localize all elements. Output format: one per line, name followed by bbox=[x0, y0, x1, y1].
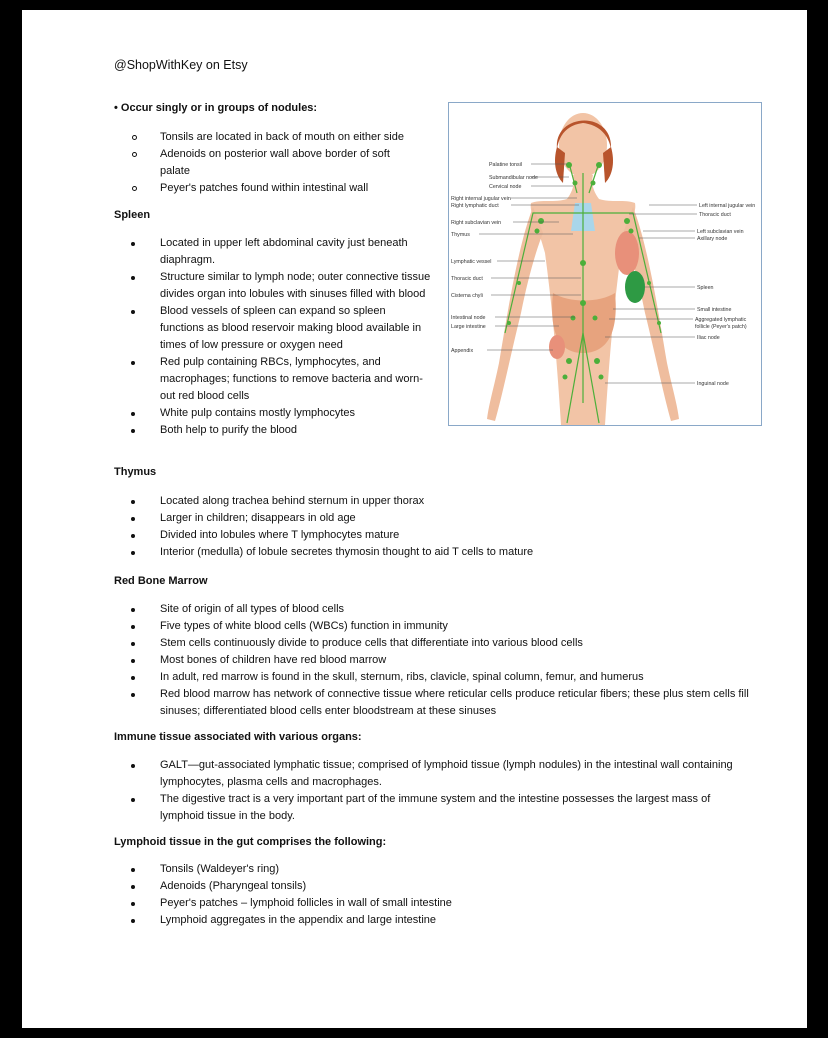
list-item: GALT—gut-associated lymphatic tissue; comprised of lymphoid tissue (lymph nodules) in the intestinal wall containing lymphocytes, plasma cells and macrophages. bbox=[114, 757, 734, 791]
spleen-icon bbox=[625, 271, 645, 303]
list-item: Interior (medulla) of lobule secretes thymosin thought to aid T cells to mature bbox=[114, 544, 754, 561]
label-palatine-tonsil: Palatine tonsil bbox=[489, 162, 522, 168]
label-right-lymphatic-duct: Right lymphatic duct bbox=[451, 203, 499, 209]
marrow-heading: Red Bone Marrow bbox=[114, 575, 208, 587]
label-lymphatic-vessel: Lymphatic vessel bbox=[451, 259, 492, 265]
label-inguinal-node: Inguinal node bbox=[697, 381, 729, 387]
list-item: Peyer's patches – lymphoid follicles in wall of small intestine bbox=[114, 895, 734, 912]
label-appendix: Appendix bbox=[451, 348, 474, 354]
list-item: Tonsils are located in back of mouth on either side bbox=[114, 129, 404, 146]
intro-list bbox=[114, 129, 404, 197]
list-item: Most bones of children have red blood marrow bbox=[114, 652, 754, 669]
list-item: White pulp contains mostly lymphocytes bbox=[114, 405, 432, 422]
spleen-heading: Spleen bbox=[114, 209, 151, 221]
label-thymus: Thymus bbox=[451, 232, 470, 238]
label-thoracic-duct-right: Thoracic duct bbox=[699, 212, 731, 218]
list-item: Adenoids (Pharyngeal tonsils) bbox=[114, 878, 734, 895]
label-small-intestine: Small intestine bbox=[697, 307, 732, 313]
list-item: Divided into lobules where T lymphocytes mature bbox=[114, 527, 754, 544]
label-right-internal-jugular-vein: Right internal jugular vein bbox=[451, 196, 511, 202]
list-item: Both help to purify the blood bbox=[114, 422, 432, 439]
list-item: Site of origin of all types of blood cells bbox=[114, 601, 754, 618]
label-iliac-node: Iliac node bbox=[697, 335, 720, 341]
list-item: Located along trachea behind sternum in upper thorax bbox=[114, 493, 754, 510]
list-item: Larger in children; disappears in old age bbox=[114, 510, 754, 527]
list-item: Stem cells continuously divide to produce cells that differentiate into various blood cells bbox=[114, 635, 754, 652]
label-cisterna-chyli: Cisterna chyli bbox=[451, 293, 483, 299]
gut-list bbox=[114, 861, 734, 929]
list-item: Structure similar to lymph node; outer connective tissue divides organ into lobules with sinuses filled with blood bbox=[114, 269, 432, 303]
list-item: In adult, red marrow is found in the skull, sternum, ribs, clavicle, spinal column, femur, and humerus bbox=[114, 669, 754, 686]
thymus-list bbox=[114, 493, 754, 561]
label-right-subclavian-vein: Right subclavian vein bbox=[451, 220, 502, 226]
list-item: Red pulp containing RBCs, lymphocytes, and macrophages; functions to remove bacteria and worn-out red blood cells bbox=[114, 354, 432, 405]
label-peyers-patch: follicle (Peyer's patch) bbox=[695, 324, 747, 330]
label-left-subclavian-vein: Left subclavian vein bbox=[697, 229, 744, 235]
list-item: Five types of white blood cells (WBCs) function in immunity bbox=[114, 618, 754, 635]
lymphatic-system-figure bbox=[448, 102, 762, 426]
label-thoracic-duct-left: Thoracic duct bbox=[451, 276, 483, 282]
list-item: Peyer's patches found within intestinal wall bbox=[114, 180, 404, 197]
immune-list bbox=[114, 757, 734, 825]
label-left-internal-jugular-vein: Left internal jugular vein bbox=[699, 203, 756, 209]
marrow-list bbox=[114, 601, 754, 720]
document-page bbox=[22, 10, 807, 1028]
header-watermark: @ShopWithKey on Etsy bbox=[114, 58, 248, 72]
list-item: Blood vessels of spleen can expand so spleen functions as blood reservoir making blood available in times of low pressure or oxygen need bbox=[114, 303, 432, 354]
list-item: Lymphoid aggregates in the appendix and large intestine bbox=[114, 912, 734, 929]
label-spleen: Spleen bbox=[697, 285, 714, 291]
label-aggregated-lymphatic: Aggregated lymphatic bbox=[695, 317, 747, 323]
thymus-heading: Thymus bbox=[114, 466, 157, 478]
label-large-intestine: Large intestine bbox=[451, 324, 486, 330]
spleen-list bbox=[114, 235, 432, 439]
intro-lead: • Occur singly or in groups of nodules: bbox=[114, 102, 318, 114]
list-item: Red blood marrow has network of connective tissue where reticular cells produce reticular fibers; these plus stem cells fill sinuses; differentiated blood cells enter bloodstream at these sinuses bbox=[114, 686, 754, 720]
label-submandibular-node: Submandibular node bbox=[489, 175, 538, 181]
label-axillary-node: Axillary node bbox=[697, 236, 728, 242]
list-item: Tonsils (Waldeyer's ring) bbox=[114, 861, 734, 878]
list-item: Located in upper left abdominal cavity just beneath diaphragm. bbox=[114, 235, 432, 269]
label-cervical-node: Cervical node bbox=[489, 184, 522, 190]
list-item: Adenoids on posterior wall above border of soft palate bbox=[114, 146, 404, 180]
anatomy-illustration bbox=[449, 103, 761, 425]
gut-heading: Lymphoid tissue in the gut comprises the following: bbox=[114, 836, 387, 848]
label-intestinal-node: Intestinal node bbox=[451, 315, 486, 321]
list-item: The digestive tract is a very important part of the immune system and the intestine possesses the largest mass of lymphoid tissue in the body. bbox=[114, 791, 734, 825]
immune-heading: Immune tissue associated with various organs: bbox=[114, 731, 362, 743]
